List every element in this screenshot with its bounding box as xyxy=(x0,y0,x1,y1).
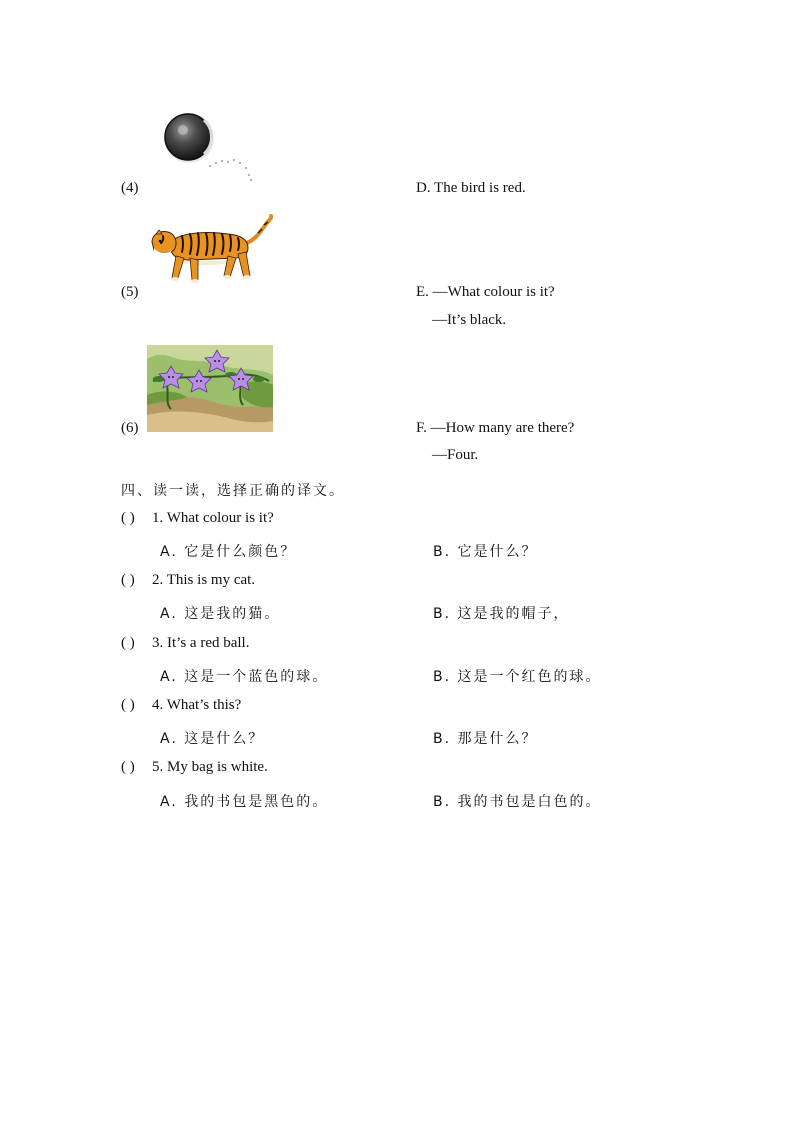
question-4-text: 4. What’s this? xyxy=(152,697,242,713)
option-e-text: E. —What colour is it? xyxy=(416,284,555,300)
question-3-option-b: B. 这是一个红色的球。 xyxy=(433,669,602,685)
question-1-text: 1. What colour is it? xyxy=(152,510,274,526)
answer-bracket[interactable]: ( ) xyxy=(121,635,135,651)
question-5-text: 5. My bag is white. xyxy=(152,759,268,775)
question-4-option-a: A. 这是什么？ xyxy=(160,731,265,747)
flowers-icon xyxy=(147,345,273,432)
ball-icon xyxy=(160,108,260,183)
answer-bracket[interactable]: ( ) xyxy=(121,510,135,526)
option-e-answer: —It’s black. xyxy=(432,312,507,328)
item-5-number: (5) xyxy=(121,284,139,300)
option-f-text: F. —How many are there? xyxy=(416,420,575,436)
question-2-option-b: B. 这是我的帽子， xyxy=(433,606,570,622)
question-5-option-a: A. 我的书包是黑色的。 xyxy=(160,794,329,810)
answer-bracket[interactable]: ( ) xyxy=(121,759,135,775)
question-1-option-b: B. 它是什么？ xyxy=(433,544,538,560)
question-3-option-a: A. 这是一个蓝色的球。 xyxy=(160,669,329,685)
option-f-answer: —Four. xyxy=(432,447,479,463)
question-4-option-b: B. 那是什么？ xyxy=(433,731,538,747)
question-3-text: 3. It’s a red ball. xyxy=(152,635,250,651)
answer-bracket[interactable]: ( ) xyxy=(121,572,135,588)
question-2-option-a: A. 这是我的猫。 xyxy=(160,606,281,622)
section-4-heading: 四、读一读，选择正确的译文。 xyxy=(121,483,345,499)
question-2-text: 2. This is my cat. xyxy=(152,572,256,588)
question-1-option-a: A. 它是什么颜色？ xyxy=(160,544,297,560)
answer-bracket[interactable]: ( ) xyxy=(121,697,135,713)
tiger-icon xyxy=(148,214,273,286)
item-4-number: (4) xyxy=(121,180,139,196)
option-d-text: D. The bird is red. xyxy=(416,180,526,196)
question-5-option-b: B. 我的书包是白色的。 xyxy=(433,794,602,810)
item-6-number: (6) xyxy=(121,420,139,436)
